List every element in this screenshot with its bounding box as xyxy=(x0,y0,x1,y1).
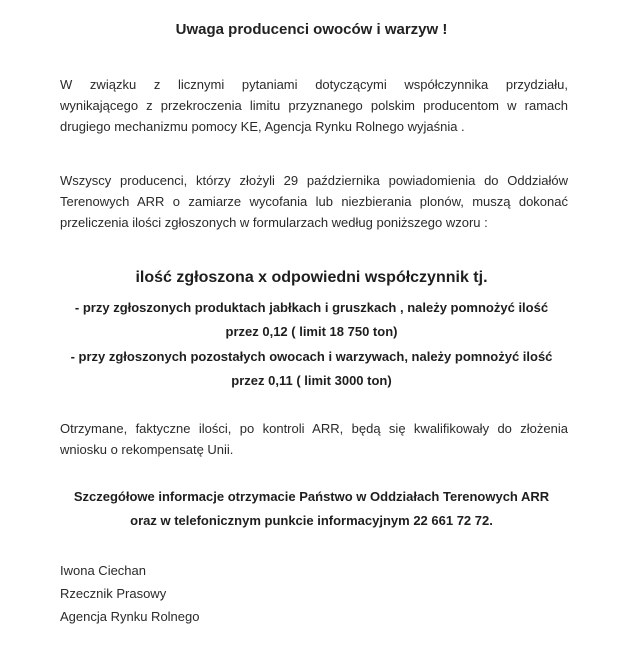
formula-heading: ilość zgłoszona x odpowiedni współczynnik tj. xyxy=(135,269,488,286)
rule-apples-pears-line1: - przy zgłoszonych produktach jabłkach i gruszkach , należy pomnożyć ilość xyxy=(74,300,549,315)
rule-other-produce-line1: - przy zgłoszonych pozostałych owocach i warzywach, należy pomnożyć ilość xyxy=(70,349,553,364)
paragraph-line: Otrzymane, faktyczne ilości, po kontroli ARR, będą się kwalifikowały do złożenia xyxy=(60,421,568,436)
paragraph-intro xyxy=(60,74,568,137)
paragraph-producers xyxy=(60,170,568,233)
signature-name: Iwona Ciechan xyxy=(60,563,146,578)
paragraph-line: wniosku o rekompensatę Unii. xyxy=(60,442,234,457)
paragraph-line: W związku z licznymi pytaniami dotyczącymi współczynnika przydziału, xyxy=(60,77,568,92)
info-line2: oraz w telefonicznym punkcie informacyjnym 22 661 72 72. xyxy=(130,513,493,528)
rule-apples-pears-line2: przez 0,12 ( limit 18 750 ton) xyxy=(225,324,398,339)
paragraph-qualification xyxy=(60,418,568,460)
signature-organization: Agencja Rynku Rolnego xyxy=(60,609,200,624)
paragraph-line: wynikającego z przekroczenia limitu przyznanego polskim producentom w ramach xyxy=(60,98,568,113)
paragraph-line: Wszyscy producenci, którzy złożyli 29 października powiadomienia do Oddziałów xyxy=(60,173,568,188)
info-line1: Szczegółowe informacje otrzymacie Państwo w Oddziałach Terenowych ARR xyxy=(73,489,550,504)
paragraph-line: Terenowych ARR o zamiarze wycofania lub niezbierania plonów, muszą dokonać xyxy=(60,194,568,209)
document-title: Uwaga producenci owoców i warzyw ! xyxy=(175,21,448,38)
paragraph-line: przeliczenia ilości zgłoszonych w formularzach według poniższego wzoru : xyxy=(60,215,488,230)
paragraph-line: drugiego mechanizmu pomocy KE, Agencja Rynku Rolnego wyjaśnia . xyxy=(60,119,465,134)
rule-other-produce-line2: przez 0,11 ( limit 3000 ton) xyxy=(231,373,392,388)
signature-role: Rzecznik Prasowy xyxy=(60,586,167,601)
